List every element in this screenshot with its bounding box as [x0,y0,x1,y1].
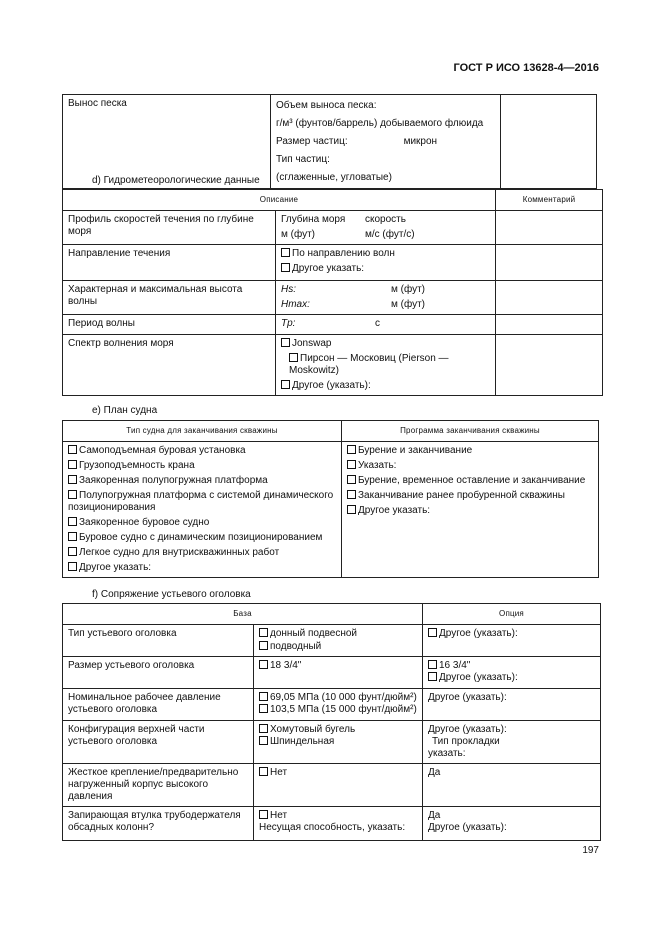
checkbox[interactable] [347,505,356,514]
checkbox[interactable] [259,736,268,745]
checkbox[interactable] [68,490,77,499]
comment-cell [496,335,603,396]
checkbox[interactable] [281,338,290,347]
wellhead-size-label: Размер устьевого оголовка [63,657,254,689]
vessel-type-list [63,442,342,578]
checkbox[interactable] [347,445,356,454]
col-option: Опция [423,604,601,625]
rated-pressure-base: 69,05 МПа (10 000 фунт/дюйм²) 103,5 МПа (15 000 фунт/дюйм²) [254,689,423,721]
option-label: Другое (указать): [292,380,371,391]
checkbox[interactable] [68,445,77,454]
tp-unit: с [375,318,380,329]
checkbox[interactable] [68,460,77,469]
wave-period-label: Период волны [63,315,276,335]
sand-label: Вынос песка [68,98,127,109]
list-item: Бурение, временное оставление и заканчивание [358,475,586,486]
list-item: Заканчивание ранее пробуренной скважины [358,490,565,501]
checkbox[interactable] [281,248,290,257]
list-item: Заякоренная полупогружная платформа [79,475,268,486]
col-description: Описание [63,190,496,211]
list-item: Грузоподъемность крана [79,460,195,471]
checkbox[interactable] [259,724,268,733]
checkbox[interactable] [259,810,268,819]
page-number: 197 [582,845,599,856]
top-config-label: Конфигурация верхней части устьевого оголовка [63,721,254,764]
sand-particle-type-options: (сглаженные, угловатые) [276,172,392,183]
wellhead-type-base: донный подвесной подводный [254,625,423,657]
col-base: База [63,604,423,625]
sand-particle-unit: микрон [403,136,438,147]
document-id: ГОСТ Р ИСО 13628-4—2016 [453,62,599,74]
checkbox[interactable] [259,660,268,669]
current-profile-label: Профиль скоростей течения по глубине моря [63,211,276,245]
section-e-caption: е) План судна [92,405,158,416]
hs-unit: м (фут) [391,284,426,295]
hmax-label: Hmax: [281,299,310,310]
section-f-caption: f) Сопряжение устьевого оголовка [92,589,251,600]
rigid-lockdown-option: Да [423,764,601,807]
list-item: Легкое судно для внутрискважинных работ [79,547,280,558]
lock-ring-option: Да Другое (указать): [423,807,601,841]
lock-ring-label: Запирающая втулка трубодержателя обсадных колонн? [63,807,254,841]
sand-comment-cell [501,95,597,189]
sand-particle-type: Тип частиц: [276,154,330,165]
tp-label: Tp: [281,318,296,329]
checkbox[interactable] [347,490,356,499]
section-d-caption: d) Гидрометеорологические данные [92,175,260,186]
hs-label: Hs: [281,284,296,295]
wellhead-interface-table [62,603,601,841]
wave-height-values [276,281,496,315]
option-label: Jonswap [292,338,332,349]
top-config-option: Другое (указать): Тип прокладки указать: [423,721,601,764]
checkbox[interactable] [289,353,298,362]
depth-unit: м (фут) [281,229,316,240]
checkbox[interactable] [259,692,268,701]
list-item: Заякоренное буровое судно [79,517,210,528]
list-item: Буровое судно с динамическим позиционированием [79,532,323,543]
depth-label: Глубина моря [281,214,346,225]
speed-unit: м/с (фут/с) [365,229,415,240]
col-completion-program: Программа заканчивания скважины [342,421,599,442]
checkbox[interactable] [428,672,437,681]
checkbox[interactable] [68,475,77,484]
wave-spectrum-label: Спектр волнения моря [63,335,276,396]
list-item: Самоподъемная буровая установка [79,445,246,456]
wellhead-size-base: 18 3/4" [254,657,423,689]
list-item: Бурение и заканчивание [358,445,473,456]
checkbox[interactable] [259,641,268,650]
wellhead-type-option: Другое (указать): [423,625,601,657]
checkbox[interactable] [259,704,268,713]
col-vessel-type: Тип судна для заканчивания скважины [63,421,342,442]
checkbox[interactable] [68,562,77,571]
comment-cell [496,281,603,315]
checkbox[interactable] [259,767,268,776]
checkbox[interactable] [281,380,290,389]
wave-height-label: Характерная и максимальная высота волны [63,281,276,315]
checkbox[interactable] [428,628,437,637]
completion-program-list [342,442,599,578]
sand-volume-unit: г/м³ (фунтов/баррель) добываемого флюида [276,118,484,129]
checkbox[interactable] [259,628,268,637]
option-label: Другое указать: [292,263,365,274]
list-item: Полупогружная платформа с системой динамического позиционирования [68,490,334,513]
speed-label: скорость [365,214,406,225]
rated-pressure-option: Другое (указать): [423,689,601,721]
wave-period-values [276,315,496,335]
wellhead-size-option: 16 3/4" Другое (указать): [423,657,601,689]
current-direction-label: Направление течения [63,245,276,281]
sand-details-cell [271,95,501,189]
option-label: Пирсон — Московиц (Pierson — Moskowitz) [289,353,449,376]
option-label: По направлению волн [292,248,395,259]
list-item: Другое указать: [79,562,152,573]
rigid-lockdown-base: Нет [254,764,423,807]
top-config-base: Хомутовый бугель Шпиндельная [254,721,423,764]
rigid-lockdown-label: Жесткое крепление/предварительно нагруженный корпус высокого давления [63,764,254,807]
checkbox[interactable] [347,460,356,469]
checkbox[interactable] [68,517,77,526]
sand-particle-size: Размер частиц: микрон [276,136,438,147]
current-direction-options [276,245,496,281]
hmax-unit: м (фут) [391,299,426,310]
checkbox[interactable] [281,263,290,272]
checkbox[interactable] [428,660,437,669]
list-item: Другое указать: [358,505,431,516]
hydromet-table [62,189,603,396]
comment-cell [496,315,603,335]
lock-ring-base: Нет Несущая способность, указать: [254,807,423,841]
comment-cell [496,245,603,281]
vessel-plan-table [62,420,599,578]
wave-spectrum-options [276,335,496,396]
rated-pressure-label: Номинальное рабочее давление устьевого оголовка [63,689,254,721]
wellhead-type-label: Тип устьевого оголовка [63,625,254,657]
current-profile-values [276,211,496,245]
col-comment: Комментарий [496,190,603,211]
sand-volume: Объем выноса песка: [276,100,377,111]
checkbox[interactable] [347,475,356,484]
comment-cell [496,211,603,245]
checkbox[interactable] [68,532,77,541]
list-item: Указать: [358,460,397,471]
checkbox[interactable] [68,547,77,556]
